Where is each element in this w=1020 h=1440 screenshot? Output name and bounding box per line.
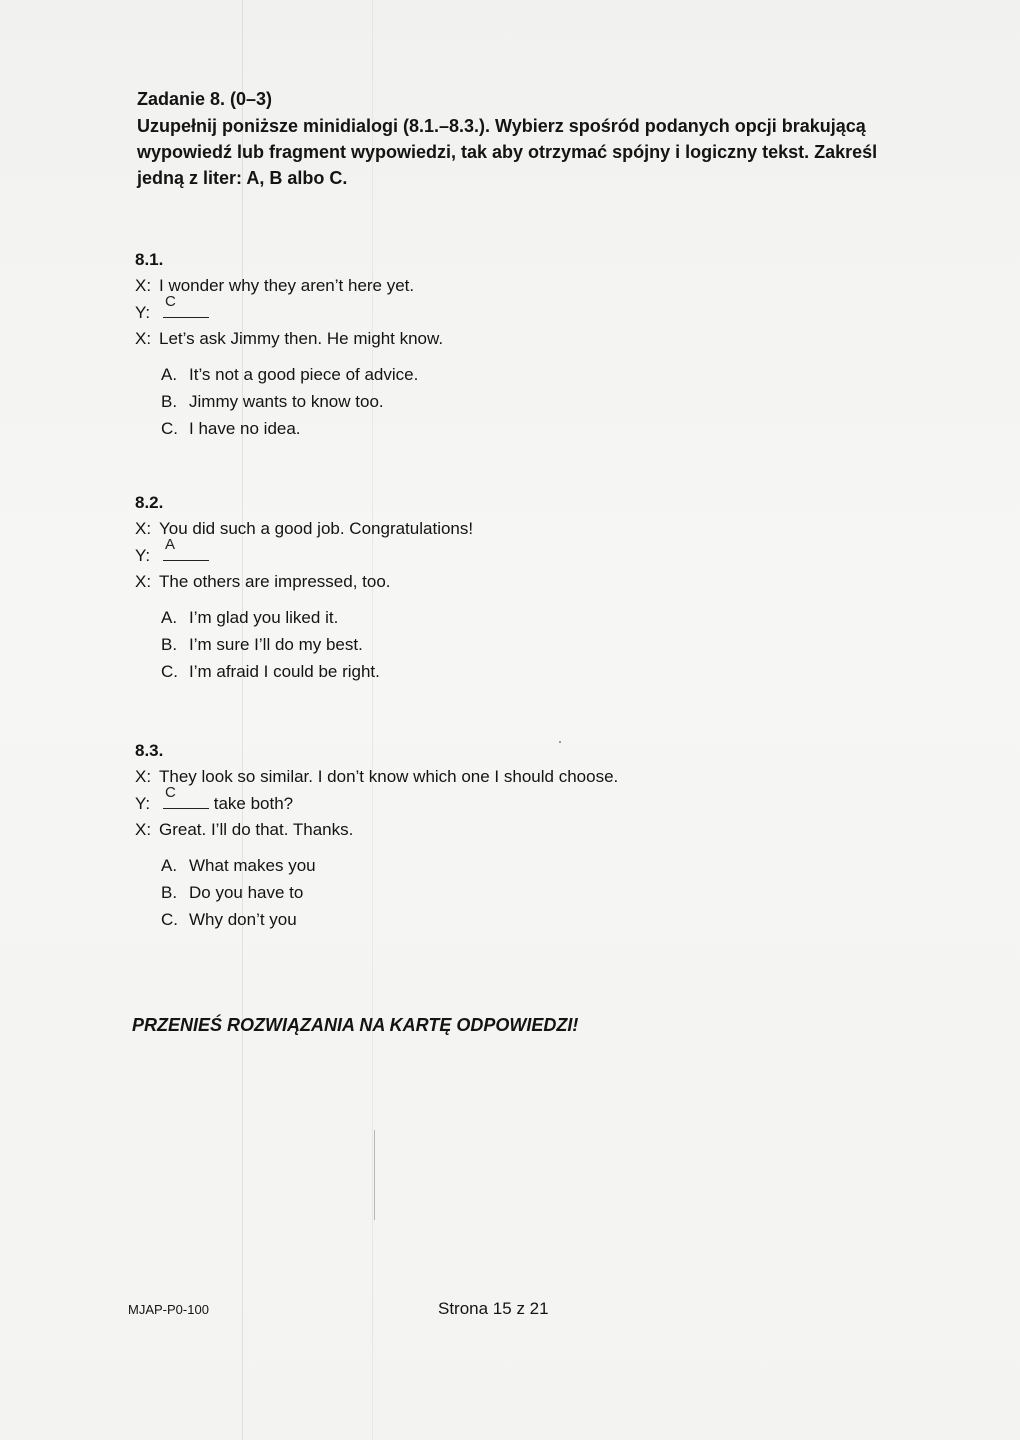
dialogue-text: The others are impressed, too. <box>159 572 391 591</box>
exam-code: MJAP-P0-100 <box>128 1302 209 1317</box>
option-letter: B. <box>161 882 178 902</box>
option-text: What makes you <box>189 855 316 875</box>
option-text: It’s not a good piece of advice. <box>189 364 419 384</box>
option-letter: C. <box>161 418 178 438</box>
option-text: I’m afraid I could be right. <box>189 661 380 681</box>
answer-options <box>135 852 835 933</box>
answer-blank[interactable] <box>163 784 209 809</box>
dialogue-line-x <box>135 326 835 353</box>
dialogue-line-x <box>135 817 835 844</box>
dialogue-text: Great. I’ll do that. Thanks. <box>159 820 354 839</box>
option-letter: C. <box>161 909 178 929</box>
dialogue-line-x <box>135 516 835 543</box>
option-text: Do you have to <box>189 882 304 902</box>
dialogue-text: take both? <box>213 793 294 813</box>
dialogue-8-2 <box>135 490 835 685</box>
task-title: Zadanie 8. (0–3) <box>137 89 273 109</box>
dialogue-line-x <box>135 764 835 791</box>
transfer-answers-note: PRZENIEŚ ROZWIĄZANIA NA KARTĘ ODPOWIEDZI! <box>132 1015 579 1035</box>
option-text: Why don’t you <box>189 909 297 929</box>
option-letter: A. <box>161 364 178 384</box>
task-header <box>137 86 897 191</box>
task-instruction: Uzupełnij poniższe minidialogi (8.1.–8.3.). Wybierz spośród podanych opcji brakującą wypowiedź lub fragment wypowiedzi, tak aby otrzymać spójny i logiczny tekst. Zakreśl jedną z liter: A, B albo C. <box>137 116 878 188</box>
option-letter: A. <box>161 855 178 875</box>
speaker-label: X: <box>135 572 152 591</box>
option-b[interactable] <box>161 631 835 658</box>
option-a[interactable] <box>161 361 835 388</box>
speaker-label: X: <box>135 767 152 786</box>
scan-artifact-line <box>242 0 243 1440</box>
answer-options <box>135 604 835 685</box>
dialogue-line-y <box>135 784 835 818</box>
option-text: Jimmy wants to know too. <box>189 391 384 411</box>
speaker-label: Y: <box>135 302 151 322</box>
section-number: 8.1. <box>135 250 164 269</box>
option-c[interactable] <box>161 415 835 442</box>
answer-blank[interactable] <box>163 293 209 318</box>
speaker-label: X: <box>135 276 152 295</box>
dialogue-text: Let’s ask Jimmy then. He might know. <box>159 329 444 348</box>
option-letter: B. <box>161 634 178 654</box>
option-a[interactable] <box>161 852 835 879</box>
dialogue-8-3 <box>135 738 835 933</box>
dialogue-line-y <box>135 293 835 327</box>
handwritten-answer: C <box>165 784 176 801</box>
dialogue-line-x <box>135 569 835 596</box>
option-letter: C. <box>161 661 178 681</box>
dialogue-text: You did such a good job. Congratulations! <box>159 519 474 538</box>
option-b[interactable] <box>161 388 835 415</box>
speaker-label: X: <box>135 329 152 348</box>
speaker-label: Y: <box>135 545 151 565</box>
dialogue-line-x <box>135 273 835 300</box>
section-number: 8.3. <box>135 741 164 760</box>
option-b[interactable] <box>161 879 835 906</box>
dialogue-8-1 <box>135 247 835 442</box>
speaker-label: Y: <box>135 793 151 813</box>
handwritten-answer: C <box>165 293 176 310</box>
option-c[interactable] <box>161 658 835 685</box>
speaker-label: X: <box>135 519 152 538</box>
scan-mark <box>374 1130 375 1220</box>
answer-options <box>135 361 835 442</box>
option-text: I’m sure I’ll do my best. <box>189 634 363 654</box>
page-number: Strona 15 z 21 <box>438 1299 549 1318</box>
scan-artifact-line <box>372 0 373 1440</box>
option-letter: B. <box>161 391 178 411</box>
option-text: I’m glad you liked it. <box>189 607 339 627</box>
speaker-label: X: <box>135 820 152 839</box>
dialogue-line-y <box>135 536 835 570</box>
dialogue-text: I wonder why they aren’t here yet. <box>159 276 415 295</box>
dialogue-text: They look so similar. I don’t know which one I should choose. <box>159 767 619 786</box>
option-letter: A. <box>161 607 178 627</box>
scan-mark <box>559 741 561 743</box>
option-c[interactable] <box>161 906 835 933</box>
answer-blank[interactable] <box>163 536 209 561</box>
option-a[interactable] <box>161 604 835 631</box>
section-number: 8.2. <box>135 493 164 512</box>
option-text: I have no idea. <box>189 418 301 438</box>
handwritten-answer: A <box>165 536 176 553</box>
